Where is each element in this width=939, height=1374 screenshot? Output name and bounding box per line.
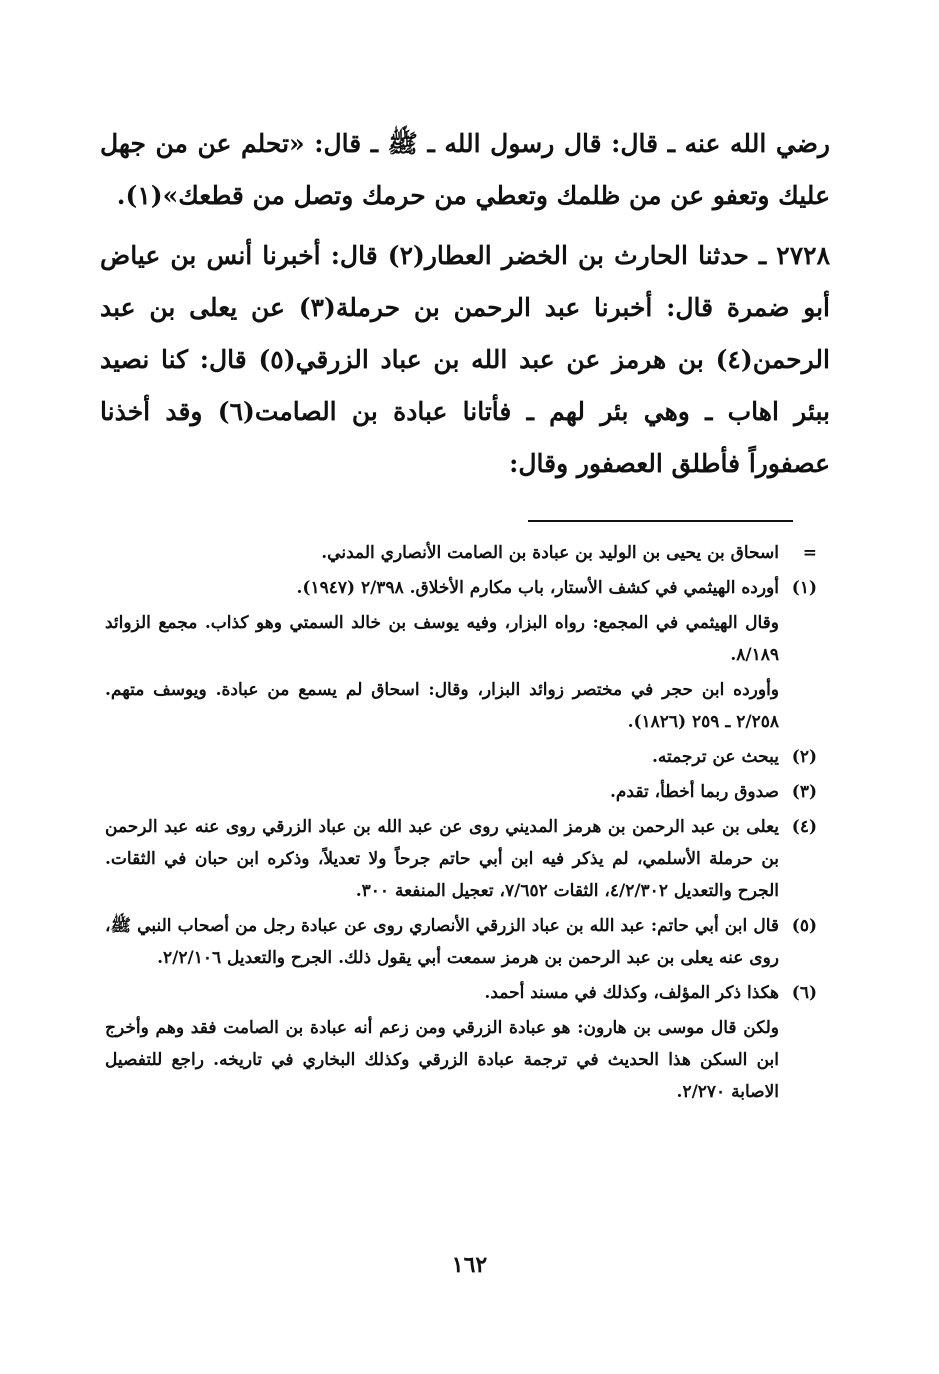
- footnote-mark: =: [802, 543, 817, 563]
- footnote-1: [105, 572, 817, 604]
- footnote-1-ibn-hajar: وأورده ابن حجر في مختصر زوائد البزار، وقال: اسحاق لم يسمع من عبادة. ويوسف متهم. ٢/٢٥٨ ـ ٢٥٩ (١٨٢٦).: [105, 680, 779, 732]
- footnote-2: [105, 741, 817, 773]
- footnote-6-musa-bin-harun: ولكن قال موسى بن هارون: هو عبادة الزرقي ومن زعم أنه عبادة بن الصامت فقد وهم وأخرج ابن السكن هذا الحديث في ترجمة عبادة الزرقي وكذلك البخاري في تاريخه. راجع للتفصيل الاصابة ٢/٢٧٠.: [105, 1018, 779, 1102]
- footnote-4: [105, 811, 817, 907]
- footnote-mark: (٥): [791, 916, 817, 936]
- footnotes: [105, 537, 817, 1111]
- footnote-text: يعلى بن عبد الرحمن بن هرمز المديني روى عن عبد الله بن عباد الزرقي روى عنه عبد الرحمن بن حرملة الأسلمي، لم يذكر فيه ابن أبي حاتم جرحاً ولا تعديلاً، وذكره ابن حبان في الثقات. الجرح والتعديل ٤/٢/٣٠٢، الثقات ٧/٦٥٢، تعجيل المنفعة ٣٠٠.: [105, 817, 779, 901]
- footnote-1-haythami: وقال الهيثمي في المجمع: رواه البزار، وفيه يوسف بن خالد السمتي وهو كذاب. مجمع الزوائد ٨/١٨٩.: [105, 613, 779, 665]
- footnote-divider: [528, 520, 793, 522]
- footnote-text: اسحاق بن يحيى بن الوليد بن عبادة بن الصامت الأنصاري المدني.: [321, 543, 779, 563]
- footnote-text: هكذا ذكر المؤلف، وكذلك في مسند أحمد.: [484, 983, 779, 1003]
- footnote-mark: (٣): [791, 782, 817, 802]
- main-text: [100, 118, 830, 490]
- footnote-text: أورده الهيثمي في كشف الأستار، باب مكارم الأخلاق. ٢/٣٩٨ (١٩٤٧).: [296, 578, 779, 598]
- footnote-mark: (٤): [791, 817, 817, 837]
- footnote-5: [105, 910, 817, 974]
- footnote-3: [105, 776, 817, 808]
- footnote-continuation: [105, 537, 817, 569]
- footnote-mark: (٢): [791, 747, 817, 767]
- footnote-6: [105, 977, 817, 1009]
- footnote-text: يبحث عن ترجمته.: [651, 747, 779, 767]
- paragraph-hadith-end: رضي الله عنه ـ قال: قال رسول الله ـ ﷺ ـ قال: «تحلم عن من جهل عليك وتعفو عن من ظلمك وتعطي من حرمك وتصل من قطعك»(١).: [100, 129, 830, 210]
- hadith-text: ـ حدثنا الحارث بن الخضر العطار(٢) قال: أخبرنا أنس بن عياض أبو ضمرة قال: أخبرنا عبد الرحمن بن حرملة(٣) عن يعلى بن عبد الرحمن(٤) بن هرمز عن عبد الله بن عباد الزرقي(٥) قال: كنا نصيد ببئر اهاب ـ وهي بئر لهم ـ فأتانا عبادة بن الصامت(٦) وقد أخذنا عصفوراً فأطلق العصفور وقال:: [100, 241, 831, 478]
- paragraph-hadith-2728: [100, 230, 830, 490]
- footnote-mark: (١): [791, 578, 817, 598]
- hadith-number: ٢٧٢٨: [776, 241, 830, 270]
- page-number: ١٦٢: [451, 1252, 488, 1278]
- footnote-mark: (٦): [791, 983, 817, 1003]
- footnote-text: صدوق ربما أخطأ، تقدم.: [609, 782, 779, 802]
- footnote-text: قال ابن أبي حاتم: عبد الله بن عباد الزرقي الأنصاري روى عن عبادة رجل من أصحاب النبي ﷺ، روى عنه يعلى بن عبد الرحمن بن هرمز سمعت أبي يقول ذلك. الجرح والتعديل ٢/٢/١٠٦.: [105, 916, 779, 968]
